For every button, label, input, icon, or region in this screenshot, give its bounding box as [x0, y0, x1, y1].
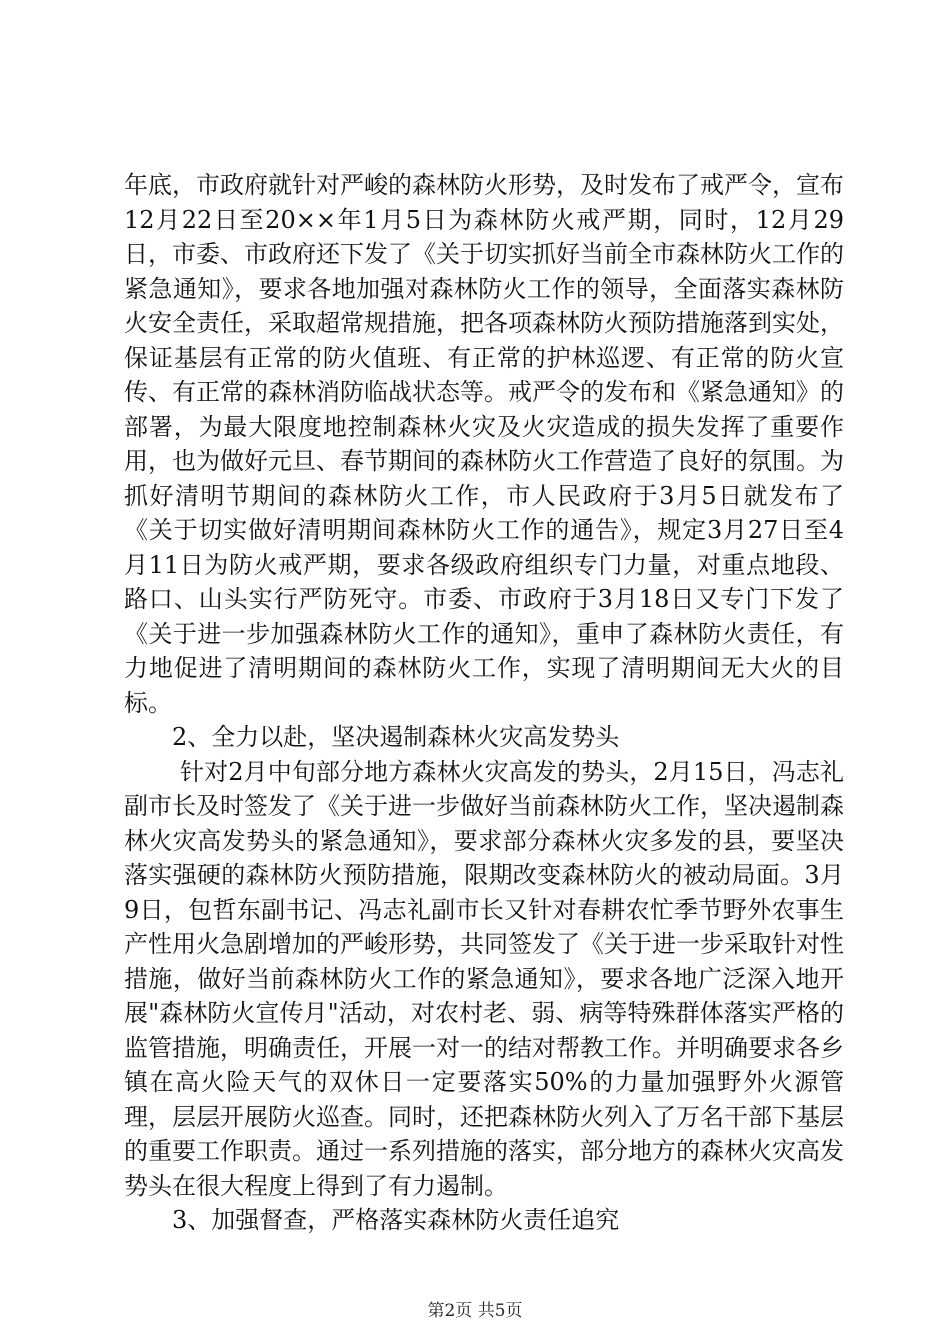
paragraph-martial-law-notice: 年底，市政府就针对严峻的森林防火形势，及时发布了戒严令，宣布12月22日至20××年1月5日为森林防火戒严期，同时，12月29日，市委、市政府还下发了《关于切实抓好当前全市森林防火工作的紧急通知》，要求各地加强对森林防火工作的领导，全面落实森林防火安全责任，采取超常规措施，把各项森林防火预防措施落到实处，保证基层有正常的防火值班、有正常的护林巡逻、有正常的防火宣传、有正常的森林消防临战状态等。戒严令的发布和《紧急通知》的部署，为最大限度地控制森林火灾及火灾造成的损失发挥了重要作用，也为做好元旦、春节期间的森林防火工作营造了良好的氛围。为抓好清明节期间的森林防火工作，市人民政府于3月5日就发布了《关于切实做好清明期间森林防火工作的通告》，规定3月27日至4月11日为防火戒严期，要求各级政府组织专门力量，对重点地段、路口、山头实行严防死守。市委、市政府于3月18日又专门下发了《关于进一步加强森林防火工作的通知》，重申了森林防火责任，有力地促进了清明期间的森林防火工作，实现了清明期间无大火的目标。 — [124, 171, 844, 717]
document-body — [124, 168, 844, 1238]
section-heading-2: 2、全力以赴，坚决遏制森林火灾高发势头 — [172, 723, 620, 751]
paragraph-curb-fire-trend: 针对2月中旬部分地方森林火灾高发的势头，2月15日，冯志礼副市长及时签发了《关于进一步做好当前森林防火工作，坚决遏制森林火灾高发势头的紧急通知》，要求部分森林火灾多发的县，要坚决落实强硬的森林防火预防措施，限期改变森林防火的被动局面。3月9日，包哲东副书记、冯志礼副市长又针对春耕农忙季节野外农事生产性用火急剧增加的严峻形势，共同签发了《关于进一步采取针对性措施，做好当前森林防火工作的紧急通知》，要求各地广泛深入地开展"森林防火宣传月"活动，对农村老、弱、病等特殊群体落实严格的监管措施，明确责任，开展一对一的结对帮教工作。并明确要求各乡镇在高火险天气的双休日一定要落实50%的力量加强野外火源管理，层层开展防火巡查。同时，还把森林防火列入了万名干部下基层的重要工作职责。通过一系列措施的落实，部分地方的森林火灾高发势头在很大程度上得到了有力遏制。 — [124, 757, 844, 1200]
section-heading-3: 3、加强督查，严格落实森林防火责任追究 — [172, 1206, 620, 1234]
page-number-footer: 第2页 共5页 — [427, 1301, 523, 1321]
